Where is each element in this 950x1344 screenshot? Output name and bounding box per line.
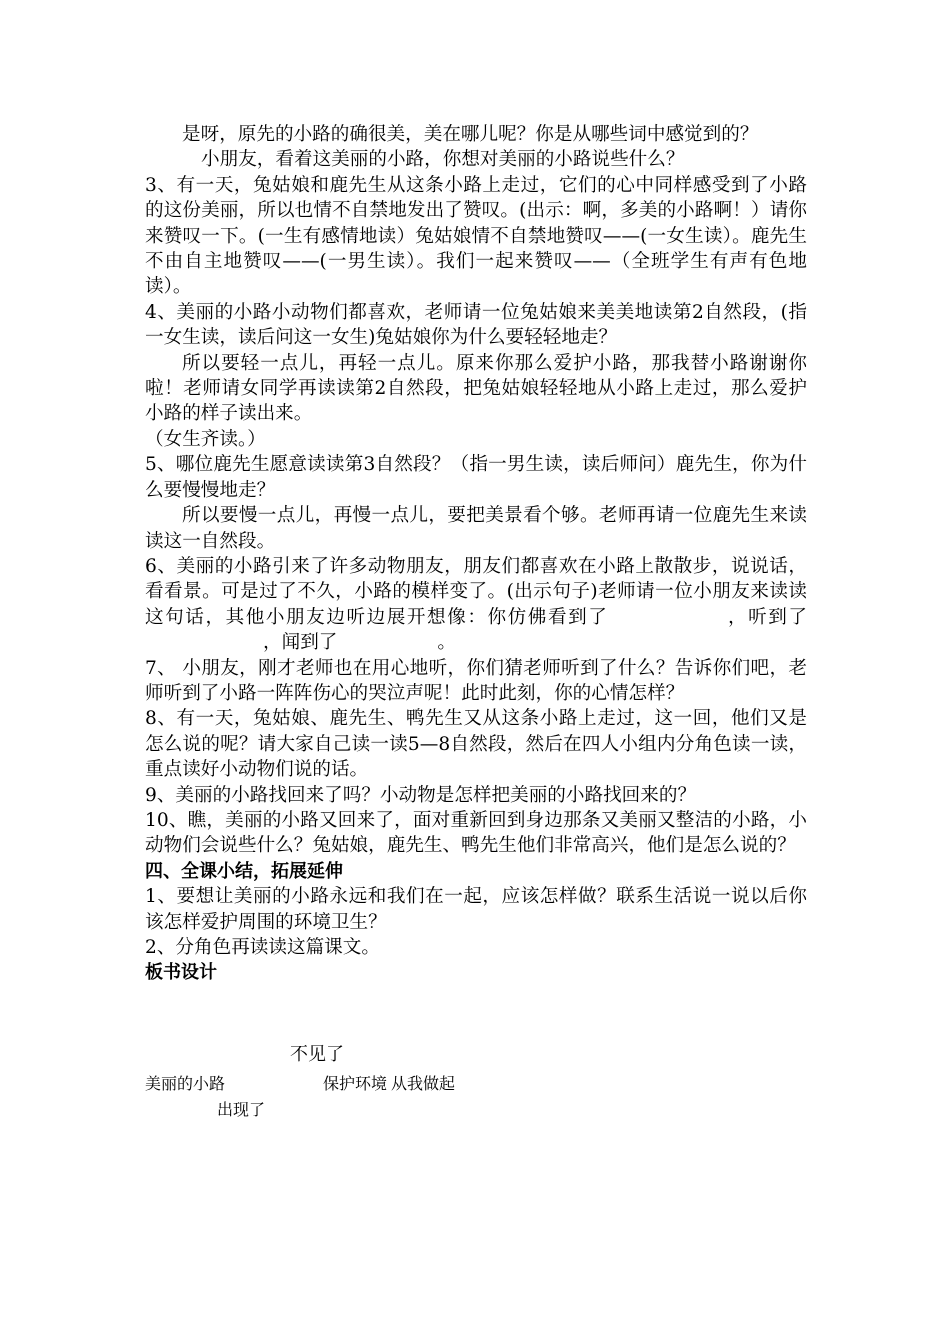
paragraph: 7、 小朋友，刚才老师也在用心地听，你们猜老师听到了什么？告诉你们吧，老师听到了小路一阵阵伤心的哭泣声呢！此时此刻，你的心情怎样？ xyxy=(145,657,807,704)
paragraph: 8、有一天，兔姑娘、鹿先生、鸭先生又从这条小路上走过，这一回，他们又是怎么说的呢？请大家自己读一读5—8自然段，然后在四人小组内分角色读一读，重点读好小动物们说的话。 xyxy=(145,708,807,781)
paragraph: 5、哪位鹿先生愿意读读第3自然段？（指一男生读，读后师问）鹿先生，你为什么要慢慢地走？ xyxy=(145,454,807,501)
paragraph: 2、分角色再读读这篇课文。 xyxy=(145,937,380,958)
fill-text: 6、美丽的小路引来了许多动物朋友，朋友们都喜欢在小路上散散步，说说话，看看景。可是过了不久，小路的模样变了。(出示句子)老师请一位小朋友来读读这句话，其他小朋友边听边展开想像：你仿佛看到了 xyxy=(145,555,807,628)
section-heading: 四、全课小结，拓展延伸 xyxy=(145,860,343,882)
fill-text: 。 xyxy=(437,632,456,654)
board-heading: 板书设计 xyxy=(145,962,217,984)
paragraph: 1、要想让美丽的小路永远和我们在一起，应该怎样做？联系生活说一说以后你该怎样爱护周围的环境卫生？ xyxy=(145,886,807,933)
paragraph: 9、美丽的小路找回来了吗？小动物是怎样把美丽的小路找回来的？ xyxy=(145,784,697,806)
document-body xyxy=(145,122,807,1119)
board-left: 美丽的小路 xyxy=(145,1076,226,1093)
paragraph: 3、有一天，兔姑娘和鹿先生从这条小路上走过，它们的心中同样感受到了小路的这份美丽，所以也情不自禁地发出了赞叹。(出示：啊，多美的小路啊！）请你来赞叹一下。(一生有感情地读）兔姑娘情不自禁地赞叹——(一女生读）。鹿先生不由自主地赞叹——(一男生读）。我们一起来赞叹——（全班学生有声有色地读）。 xyxy=(145,174,807,298)
paragraph: 是呀，原先的小路的确很美，美在哪儿呢？你是从哪些词中感觉到的？ xyxy=(182,124,759,145)
fill-text: ，闻到了 xyxy=(263,632,338,654)
paragraph: 所以要轻一点儿，再轻一点儿。原来你那么爱护小路，那我替小路谢谢你啦！老师请女同学再读读第2自然段，把兔姑娘轻轻地从小路上走过，那么爱护小路的样子读出来。 xyxy=(145,352,807,425)
paragraph: （女生齐读。） xyxy=(145,428,266,450)
board-bottom: 出现了 xyxy=(217,1102,266,1119)
board-top: 不见了 xyxy=(290,1044,344,1064)
paragraph-fill-blank xyxy=(145,554,807,656)
paragraph: 10、瞧，美丽的小路又回来了，面对重新回到身边那条又美丽又整洁的小路，小动物们会说些什么？兔姑娘，鹿先生、鸭先生他们非常高兴，他们是怎么说的？ xyxy=(145,809,807,857)
paragraph: 4、美丽的小路小动物们都喜欢，老师请一位兔姑娘来美美地读第2自然段，(指一女生读，读后问这一女生)兔姑娘你为什么要轻轻地走？ xyxy=(145,301,807,349)
board-right: 保护环境 从我做起 xyxy=(323,1076,456,1093)
paragraph: 所以要慢一点儿，再慢一点儿，要把美景看个够。老师再请一位鹿先生来读读这一自然段。 xyxy=(145,505,807,552)
paragraph: 小朋友，看着这美丽的小路，你想对美丽的小路说些什么？ xyxy=(201,149,685,171)
fill-text: ，听到了 xyxy=(726,606,807,628)
